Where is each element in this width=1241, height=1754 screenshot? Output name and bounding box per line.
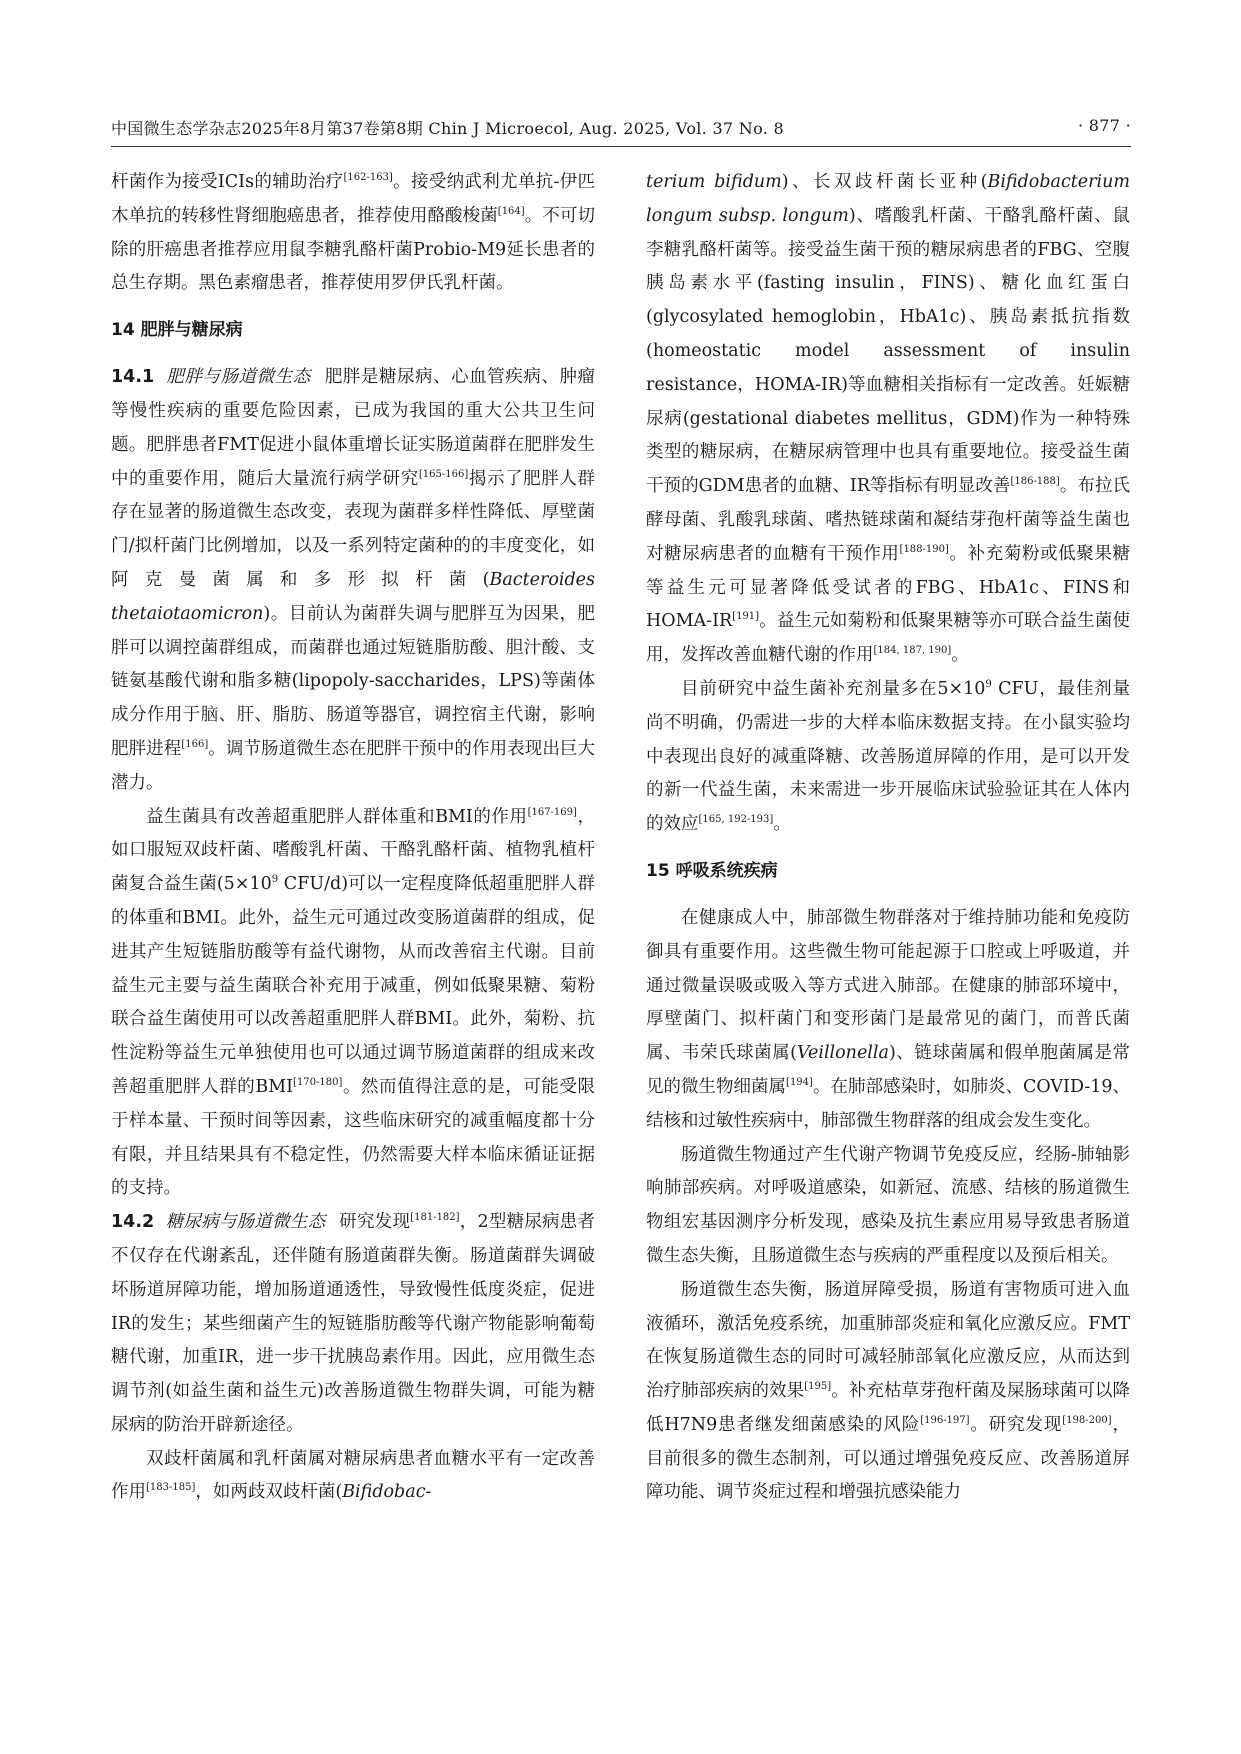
citation-ref[interactable]: [196-197] [920, 1415, 970, 1427]
paragraph: 益生菌具有改善超重肥胖人群体重和BMI的作用[167-169]，如口服短双歧杆菌、嗜酸乳杆菌、干酪乳酪杆菌、植物乳植杆菌复合益生菌($5\times 10^9$ CFU/d)可以一定程度降低超重肥胖人群的体重和BMI。此外，益生元可通过改变肠道菌群的组成，促进其产生短链脂肪酸等有益代谢物，从而改善宿主代谢。目前益生元主要与益生菌联合补充用于减重，例如低聚果糖、菊粉联合益生菌使用可以改善超重肥胖人群BMI。此外，菊粉、抗性淀粉等益生元单独使用也可以通过调节肠道菌群的组成来改善超重肥胖人群的BMI[170-180]。然而值得注意的是，可能受限于样本量、干预时间等因素，这些临床研究的减重幅度都十分有限，并且结果具有不稳定性，仍然需要大样本临床循证证据的支持。 [111, 806, 596, 1199]
subsection-14-2: 14.2 糖尿病与肠道微生态 研究发现[181-182]，2型糖尿病患者不仅存在代谢紊乱，还伴随有肠道菌群失衡。肠道菌群失调破坏肠道屏障功能，增加肠道通透性，导致慢性低度炎症，促进IR的发生；某些细菌产生的短链脂肪酸等代谢产物能影响葡萄糖代谢，加重IR，进一步干扰胰岛素作用。因此，应用微生态调节剂(如益生菌和益生元)改善肠道微生物群失调，可能为糖尿病的防治开辟新途径。 [111, 1212, 595, 1435]
left-column [111, 166, 595, 1510]
paragraph: 肠道微生态失衡，肠道屏障受损，肠道有害物质可进入血液循环，激活免疫系统，加重肺部炎症和氧化应激反应。FMT在恢复肠道微生态的同时可减轻肺部氧化应激反应，从而达到治疗肺部疾病的效果[195]。补充枯草芽孢杆菌及屎肠球菌可以降低H7N9患者继发细菌感染的风险[196-197]。研究发现[198-200]，目前很多的微生态制剂，可以通过增强免疫反应、改善肠道屏障功能、调节炎症过程和增强抗感染能力 [646, 1279, 1131, 1503]
latin-name: terium bifidum [646, 172, 782, 192]
latin-name: Bifidobacterium longum subsp. longum [646, 172, 1130, 226]
citation-ref[interactable]: [183-185] [146, 1482, 196, 1494]
subsection-number: 14.2 [111, 1212, 155, 1233]
section-heading-14: 14 肥胖与糖尿病 [111, 320, 243, 341]
paragraph: 肠道微生物通过产生代谢产物调节免疫反应，经肠-肺轴影响肺部疾病。对呼吸道感染，如新冠、流感、结核的肠道微生物组宏基因测序分析发现，感染及抗生素应用易导致患者肠道微生态失衡，且肠道微生态与疾病的严重程度以及预后相关。 [646, 1144, 1130, 1266]
subsection-title: 糖尿病与肠道微生态 [165, 1212, 326, 1233]
citation-ref[interactable]: [164] [497, 205, 525, 217]
paragraph: 在健康成人中，肺部微生物群落对于维持肺功能和免疫防御具有重要作用。这些微生物可能起源于口腔或上呼吸道，并通过微量误吸或吸入等方式进入肺部。在健康的肺部环境中，厚壁菌门、拟杆菌门和变形菌门是最常见的菌门，而普氏菌属、韦荣氏球菌属(Veillonella)、链球菌属和假单胞菌属是常见的微生物细菌属[194]。在肺部感染时，如肺炎、COVID-19、结核和过敏性疾病中，肺部微生物群落的组成会发生变化。 [646, 907, 1131, 1131]
citation-ref[interactable]: [186-188] [1010, 476, 1060, 488]
exponent: 9 [985, 679, 992, 691]
section-heading-15: 15 呼吸系统疾病 [646, 860, 778, 881]
citation-ref[interactable]: [165, 192-193] [698, 814, 774, 826]
paragraph: 双歧杆菌属和乳杆菌属对糖尿病患者血糖水平有一定改善作用[183-185]，如两歧双歧杆菌(Bifidobac- [111, 1448, 595, 1503]
citation-ref[interactable]: [181-182] [410, 1212, 460, 1224]
citation-ref[interactable]: [195] [804, 1381, 832, 1393]
subsection-14-1: 14.1 肥胖与肠道微生态 肥胖是糖尿病、心血管疾病、肿瘤等慢性疾病的重要危险因素，已成为我国的重大公共卫生问题。肥胖患者FMT促进小鼠体重增长证实肠道菌群在肥胖发生中的重要作用，随后大量流行病学研究[165-166]揭示了肥胖人群存在显著的肠道微生态改变，表现为菌群多样性降低、厚壁菌门/拟杆菌门比例增加，以及一系列特定菌种的的丰度变化，如阿克曼菌属和多形拟杆菌(Bacteroides thetaiotaomicron)。目前认为菌群失调与肥胖互为因果，肥胖可以调控菌群组成，而菌群也通过短链脂肪酸、胆汁酸、支链氨基酸代谢和脂多糖(lipopoly-saccharides，LPS)等菌体成分作用于脑、肝、脂肪、肠道等器官，调控宿主代谢，影响肥胖进程[166]。调节肠道微生态在肥胖干预中的作用表现出巨大潜力。 [111, 367, 596, 793]
page-number: · 877 · [1078, 116, 1131, 135]
citation-ref[interactable]: [167-169] [527, 806, 577, 818]
exponent: 9 [271, 874, 279, 886]
citation-ref[interactable]: [184, 187, 190] [873, 645, 952, 657]
citation-ref[interactable]: [162-163] [343, 172, 393, 184]
subsection-title: 肥胖与肠道微生态 [166, 367, 311, 388]
right-column [646, 166, 1130, 1510]
citation-ref[interactable]: [170-180] [293, 1077, 343, 1089]
paragraph: 杆菌作为接受ICIs的辅助治疗[162-163]。接受纳武利尤单抗-伊匹木单抗的转移性肾细胞癌患者，推荐使用酪酸梭菌[164]。不可切除的肝癌患者推荐应用鼠李糖乳酪杆菌Probio-M9延长患者的总生存期。黑色素瘤患者，推荐使用罗伊氏乳杆菌。 [111, 172, 596, 294]
citation-ref[interactable]: [166] [181, 739, 209, 751]
citation-ref[interactable]: [198-200] [1062, 1415, 1112, 1427]
latin-name: Bifidobac- [342, 1482, 432, 1503]
citation-ref[interactable]: [188-190] [899, 543, 949, 555]
running-header [111, 112, 1131, 140]
header-rule [111, 146, 1131, 147]
journal-citation: 中国微生态学杂志2025年8月第37卷第8期 Chin J Microecol, Aug. 2025, Vol. 37 No. 8 [111, 119, 784, 138]
subsection-number: 14.1 [111, 367, 155, 388]
latin-name: Bacteroides thetaiotaomicron [111, 569, 595, 624]
citation-ref[interactable]: [165-166] [418, 468, 469, 480]
paragraph: 目前研究中益生菌补充剂量多在$5\times 10^9$ CFU，最佳剂量尚不明确，仍需进一步的大样本临床数据支持。在小鼠实验均中表现出良好的减重降糖、改善肠道屏障的作用，是可以开发的新一代益生菌，未来需进一步开展临床试验验证其在人体内的效应[165, 192-193]。 [646, 678, 1130, 835]
citation-ref[interactable]: [194] [786, 1077, 813, 1089]
citation-ref[interactable]: [191] [732, 611, 760, 623]
paragraph: terium bifidum)、长双歧杆菌长亚种(Bifidobacterium longum subsp. longum)、嗜酸乳杆菌、干酪乳酪杆菌、鼠李糖乳酪杆菌等。接受益生菌干预的糖尿病患者的FBG、空腹胰岛素水平(fasting insulin，FINS)、糖化血红蛋白(glycosylated hemoglobin，HbA1c)、胰岛素抵抗指数(homeostatic model assessment of insulin resistance，HOMA-IR)等血糖相关指标有一定改善。妊娠糖尿病(gestational diabetes mellitus，GDM)作为一种特殊类型的糖尿病，在糖尿病管理中也具有重要地位。接受益生菌干预的GDM患者的血糖、IR等指标有明显改善[186-188]。布拉氏酵母菌、乳酸乳球菌、嗜热链球菌和凝结芽孢杆菌等益生菌也对糖尿病患者的血糖有干预作用[188-190]。补充菊粉或低聚果糖等益生元可显著降低受试者的FBG、HbA1c、FINS和HOMA-IR[191]。益生元如菊粉和低聚果糖等亦可联合益生菌使用，发挥改善血糖代谢的作用[184, 187, 190]。 [646, 172, 1131, 666]
latin-name: Veillonella [796, 1043, 889, 1064]
